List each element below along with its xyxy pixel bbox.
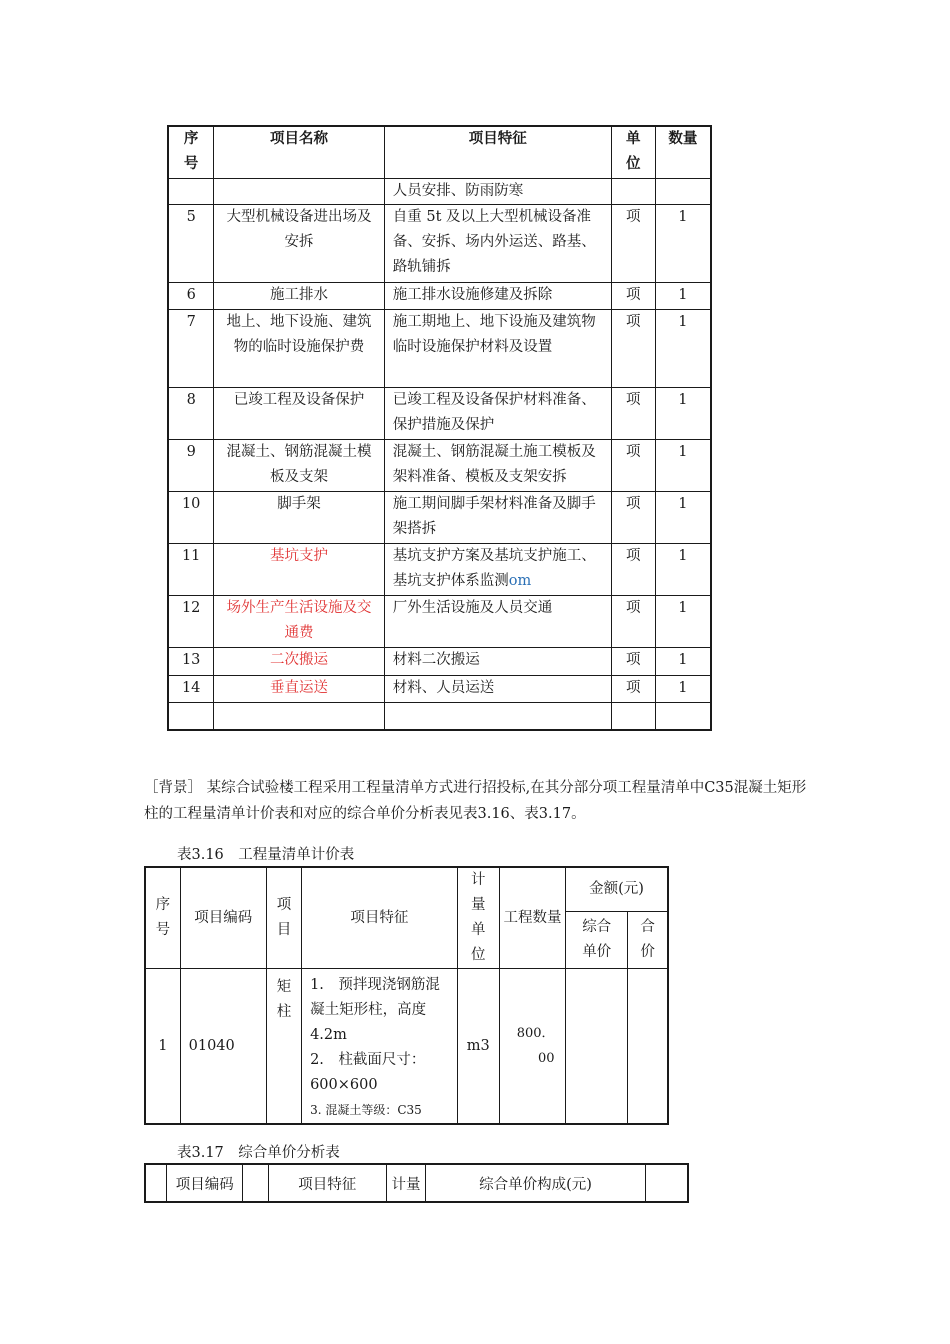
header-unit: 计量单位 <box>457 867 499 969</box>
cell-feature <box>384 543 611 595</box>
cell-unit: 项 <box>611 491 655 543</box>
cell-feature <box>384 595 611 647</box>
table-row <box>168 282 711 309</box>
cell-seq: 8 <box>168 387 214 439</box>
cell-unit: 项 <box>611 647 655 675</box>
feature-text: 施工期间脚手架材料准备及脚手架搭拆 <box>392 495 596 537</box>
header-qty: 工程数量 <box>499 867 565 969</box>
cell-name: 已竣工程及设备保护 <box>214 387 384 439</box>
header-code: 项目编码 <box>180 867 266 969</box>
feature-text: 施工排水设施修建及拆除 <box>392 286 553 303</box>
header-total: 合价 <box>628 912 668 969</box>
feature-text: 材料二次搬运 <box>392 651 480 668</box>
cell-seq: 6 <box>168 282 214 309</box>
cell-total <box>628 969 668 1125</box>
table-row <box>168 178 711 204</box>
cell-feature <box>384 675 611 702</box>
cell-seq <box>168 178 214 204</box>
table-row <box>168 309 711 387</box>
feature-text: 自重 5t 及以上大型机械设备准备、安拆、场内外运送、路基、路轨铺拆 <box>392 208 596 275</box>
header-qty: 数量 <box>655 126 711 178</box>
cell-seq: 5 <box>168 204 214 282</box>
cell-feature <box>302 969 458 1125</box>
table-row <box>168 543 711 595</box>
cell-unit-price <box>566 969 628 1125</box>
cell-name: 大型机械设备进出场及安拆 <box>214 204 384 282</box>
cell-seq: 7 <box>168 309 214 387</box>
cell-feature <box>384 387 611 439</box>
table-row <box>168 595 711 647</box>
cell-unit: 项 <box>611 204 655 282</box>
feature-text: 施工期地上、地下设施及建筑物临时设施保护材料及设置 <box>392 313 596 355</box>
cell-name <box>214 702 384 730</box>
feature-text: 人员安排、防雨防寒 <box>392 182 524 199</box>
cell-seq: 1 <box>145 969 180 1125</box>
cell-name: 二次搬运 <box>214 647 384 675</box>
cell-unit: 项 <box>611 439 655 491</box>
cell-unit: 项 <box>611 282 655 309</box>
feature-line-small: 3. 混凝土等级：C35 <box>310 1103 422 1117</box>
cell-unit: 项 <box>611 543 655 595</box>
header-blank <box>243 1164 269 1202</box>
header-feature: 项目特征 <box>384 126 611 178</box>
cell-feature <box>384 282 611 309</box>
cell-unit <box>611 178 655 204</box>
cell-seq: 12 <box>168 595 214 647</box>
cell-feature <box>384 491 611 543</box>
header-unit-price: 综合单价 <box>566 912 628 969</box>
cell-seq: 10 <box>168 491 214 543</box>
table-3-16-caption: 表3.16 工程量清单计价表 <box>177 847 355 863</box>
feature-suffix: om <box>508 572 532 589</box>
table-header-row <box>168 126 711 178</box>
header-feature: 项目特征 <box>302 867 458 969</box>
header-seq: 序号 <box>168 126 214 178</box>
feature-text: 基坑支护方案及基坑支护施工、基坑支护体系监测 <box>392 547 596 589</box>
cell-qty: 1 <box>655 439 711 491</box>
cell-unit: 项 <box>611 309 655 387</box>
cell-feature <box>384 702 611 730</box>
feature-line: 2. 柱截面尺寸：600×600 <box>310 1052 426 1093</box>
cell-qty: 1 <box>655 595 711 647</box>
table-row <box>168 439 711 491</box>
unit-price-analysis-table <box>144 1163 689 1203</box>
cell-name: 场外生产生活设施及交通费 <box>214 595 384 647</box>
table-row <box>168 204 711 282</box>
cell-qty: 1 <box>655 204 711 282</box>
cell-qty: 800．00 <box>499 969 565 1125</box>
cell-name: 垂直运送 <box>214 675 384 702</box>
cell-unit: 项 <box>611 387 655 439</box>
cell-seq: 9 <box>168 439 214 491</box>
table-header-row <box>145 1164 688 1202</box>
header-item: 项目 <box>266 867 301 969</box>
table-row <box>145 969 668 1125</box>
cell-qty: 1 <box>655 387 711 439</box>
feature-text: 已竣工程及设备保护材料准备、保护措施及保护 <box>392 391 596 433</box>
feature-text: 材料、人员运送 <box>392 679 495 696</box>
cell-seq: 11 <box>168 543 214 595</box>
cell-seq <box>168 702 214 730</box>
background-paragraph: ［背景］ 某综合试验楼工程采用工程量清单方式进行招投标,在其分部分项工程量清单中C35混凝土矩形柱的工程量清单计价表和对应的综合单价分析表见表3.16、表3.17。 <box>144 780 807 822</box>
header-blank <box>145 1164 167 1202</box>
cell-name <box>214 178 384 204</box>
cell-feature <box>384 647 611 675</box>
header-feature: 项目特征 <box>269 1164 387 1202</box>
header-seq: 序号 <box>145 867 180 969</box>
cell-name: 施工排水 <box>214 282 384 309</box>
cell-qty: 1 <box>655 675 711 702</box>
measures-table <box>167 125 712 731</box>
table-row <box>168 702 711 730</box>
cell-unit: 项 <box>611 595 655 647</box>
header-unit: 单位 <box>611 126 655 178</box>
cell-qty: 1 <box>655 309 711 387</box>
header-amount: 金额(元) <box>566 867 668 912</box>
cell-qty: 1 <box>655 491 711 543</box>
cell-name: 混凝土、钢筋混凝土模板及支架 <box>214 439 384 491</box>
cell-qty: 1 <box>655 282 711 309</box>
cell-unit <box>611 702 655 730</box>
cell-name: 基坑支护 <box>214 543 384 595</box>
cell-feature <box>384 178 611 204</box>
cell-unit: m3 <box>457 969 499 1125</box>
cell-unit: 项 <box>611 675 655 702</box>
table-row <box>168 647 711 675</box>
feature-text: 厂外生活设施及人员交通 <box>392 599 553 616</box>
feature-line: 1. 预拌现浇钢筋混凝土矩形柱，高度4.2m <box>310 977 440 1043</box>
header-blank <box>645 1164 688 1202</box>
table-3-17-caption: 表3.17 综合单价分析表 <box>177 1145 340 1161</box>
feature-text: 混凝土、钢筋混凝土施工模板及架料准备、模板及支架安拆 <box>392 443 596 485</box>
header-composition: 综合单价构成(元) <box>426 1164 645 1202</box>
table-row <box>168 491 711 543</box>
cell-seq: 14 <box>168 675 214 702</box>
header-code: 项目编码 <box>167 1164 243 1202</box>
cell-qty: 1 <box>655 543 711 595</box>
cell-qty <box>655 178 711 204</box>
cell-seq: 13 <box>168 647 214 675</box>
bill-pricing-table <box>144 866 669 1125</box>
cell-qty: 1 <box>655 647 711 675</box>
cell-name: 地上、地下设施、建筑物的临时设施保护费 <box>214 309 384 387</box>
header-unit: 计量 <box>386 1164 426 1202</box>
cell-name: 脚手架 <box>214 491 384 543</box>
table-row <box>168 675 711 702</box>
table-header-row <box>145 867 668 912</box>
header-name: 项目名称 <box>214 126 384 178</box>
cell-item: 矩柱 <box>266 969 301 1125</box>
cell-feature <box>384 204 611 282</box>
cell-qty <box>655 702 711 730</box>
table-row <box>168 387 711 439</box>
cell-feature <box>384 439 611 491</box>
cell-code: 01040 <box>180 969 266 1125</box>
cell-feature <box>384 309 611 387</box>
